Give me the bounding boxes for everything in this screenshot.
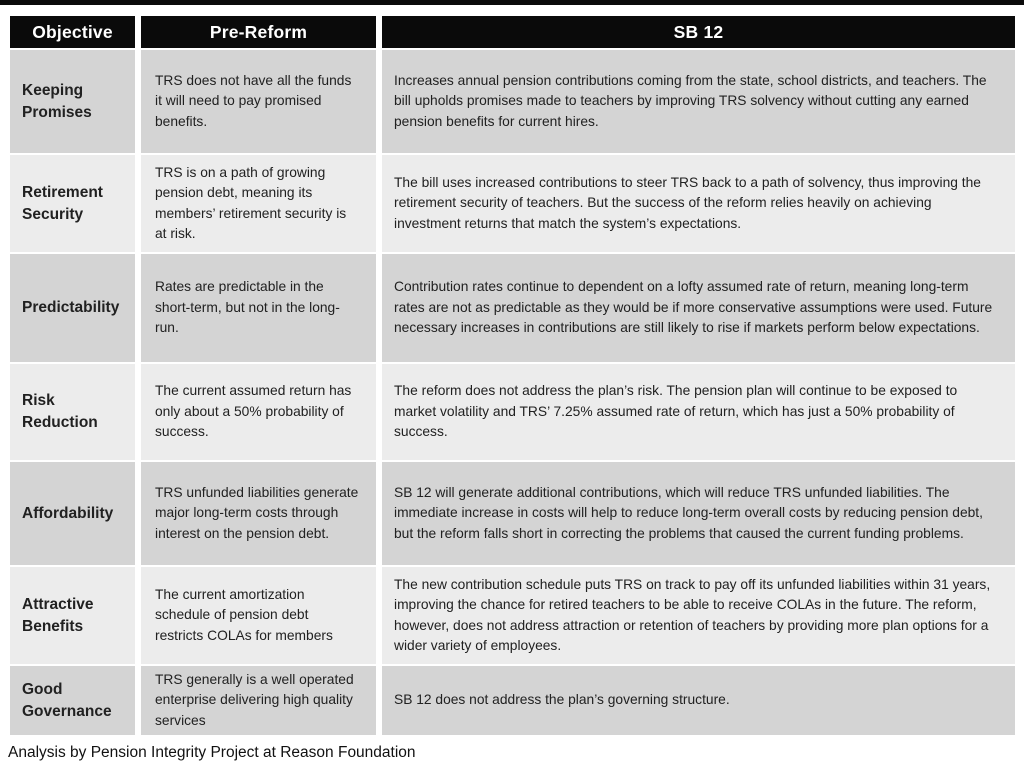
objective-label: Risk Reduction — [22, 392, 98, 431]
objective-cell-keeping-promises — [10, 50, 135, 153]
objective-label: Good Governance — [22, 680, 112, 720]
analysis-credit: Analysis by Pension Integrity Project at Reason Foundation — [8, 744, 416, 761]
pre-reform-text: The current amortization schedule of pension debt restricts COLAs for members — [155, 586, 333, 643]
pre-reform-cell-good-governance — [141, 666, 376, 735]
pre-reform-cell-affordability — [141, 462, 376, 565]
sb12-text: The new contribution schedule puts TRS on track to pay off its unfunded liabilities within 31 years, improving the chance for retired teachers to be able to receive COLAs in the future. The reform, however, does not address attraction or retention of teachers by providing more plan options for a wider variety of employees. — [394, 576, 991, 653]
sb12-text: Increases annual pension contributions coming from the state, school districts, and teachers. The bill upholds promises made to teachers by improving TRS solvency without cutting any earned pension benefits for current hires. — [394, 72, 987, 129]
sb12-cell-risk-reduction — [382, 364, 1015, 460]
sb12-cell-retirement-security — [382, 155, 1015, 252]
objective-label: Predictability — [22, 299, 120, 316]
header-sb12-label: SB 12 — [673, 21, 724, 42]
pre-reform-text: TRS is on a path of growing pension debt, meaning its members’ retirement security is at risk. — [155, 164, 347, 241]
objective-label: Affordability — [22, 504, 114, 522]
objective-label: Retirement Security — [22, 183, 103, 223]
sb12-cell-good-governance — [382, 666, 1015, 735]
header-sb12 — [382, 16, 1015, 48]
sb12-text: The bill uses increased contributions to steer TRS back to a path of solvency, thus improving the retirement security of teachers. But the success of the reform relies heavily on achieving investment returns that match the system’s expectations. — [394, 174, 981, 231]
pre-reform-text: Rates are predictable in the short-term, but not in the long-run. — [155, 279, 340, 336]
header-pre-reform-label: Pre-Reform — [209, 21, 308, 42]
comparison-table — [10, 16, 1015, 735]
sb12-text: The reform does not address the plan’s risk. The pension plan will continue to be exposed to market volatility and TRS’ 7.25% assumed rate of return, which has just a 50% probability of success. — [394, 383, 958, 440]
top-edge-bar — [0, 0, 1024, 5]
pre-reform-text: TRS generally is a well operated enterprise delivering high quality services — [155, 671, 354, 728]
pre-reform-cell-retirement-security — [141, 155, 376, 252]
header-objective — [10, 16, 135, 48]
pre-reform-cell-predictability — [141, 254, 376, 362]
sb12-text: Contribution rates continue to dependent on a lofty assumed rate of return, meaning long-term rates are not as predictable as they would be if more conservative assumptions were used. Future necessary increases in contributions are still likely to rise if markets perform below expectations. — [394, 279, 993, 336]
pre-reform-cell-attractive-benefits — [141, 567, 376, 664]
sb12-cell-keeping-promises — [382, 50, 1015, 153]
objective-cell-attractive-benefits — [10, 567, 135, 664]
sb12-cell-affordability — [382, 462, 1015, 565]
pre-reform-cell-risk-reduction — [141, 364, 376, 460]
objective-cell-affordability — [10, 462, 135, 565]
header-pre-reform — [141, 16, 376, 48]
objective-cell-risk-reduction — [10, 364, 135, 460]
sb12-cell-predictability — [382, 254, 1015, 362]
objective-cell-retirement-security — [10, 155, 135, 252]
objective-cell-predictability — [10, 254, 135, 362]
objective-cell-good-governance — [10, 666, 135, 735]
pre-reform-text: TRS does not have all the funds it will need to pay promised benefits. — [155, 72, 352, 129]
objective-label: Attractive Benefits — [22, 595, 94, 635]
objective-label: Keeping Promises — [22, 81, 92, 121]
sb12-text: SB 12 does not address the plan’s governing structure. — [394, 692, 730, 708]
pre-reform-text: The current assumed return has only about a 50% probability of success. — [155, 383, 352, 440]
header-objective-label: Objective — [32, 21, 113, 42]
sb12-text: SB 12 will generate additional contributions, which will reduce TRS unfunded liabilities. The immediate increase in costs will help to reduce long-term overall costs by reducing pension debt, but the reform falls short in correcting the problems that caused the current funding problems. — [394, 484, 983, 541]
pre-reform-cell-keeping-promises — [141, 50, 376, 153]
pre-reform-text: TRS unfunded liabilities generate major long-term costs through interest on the pension debt. — [155, 484, 359, 541]
sb12-cell-attractive-benefits — [382, 567, 1015, 664]
